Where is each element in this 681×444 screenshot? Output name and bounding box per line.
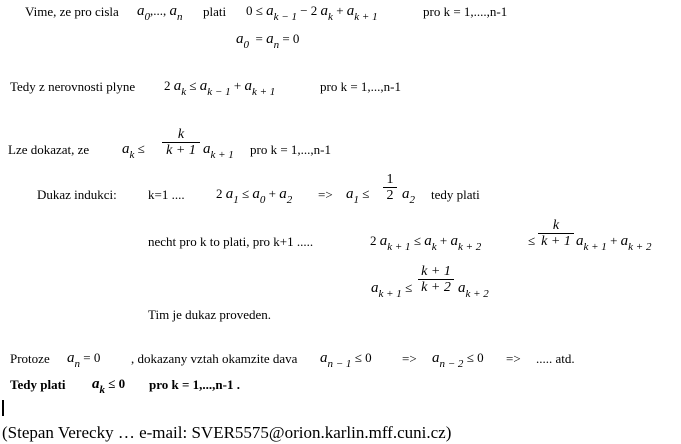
boundary-value: = 0 xyxy=(282,31,300,46)
claim-intro: Lze dokazat, ze xyxy=(8,142,90,157)
half-fraction: $\frac{1}{2}$ xyxy=(383,173,397,203)
base-result-rhs: $a_2$ xyxy=(402,186,415,206)
base-tedy-text: tedy plati xyxy=(431,187,480,202)
intro-text: Vime, ze pro cisla xyxy=(25,4,119,19)
consequence-range: pro k = 1,...,n-1 xyxy=(320,79,401,94)
plati-text: plati xyxy=(203,4,227,19)
induction-step-text: necht pro k to plati, pro k+1 ..... xyxy=(148,234,314,249)
step-formula: 2 $a_{k + 1} \le a_k + a_{k + 2}$ xyxy=(370,233,482,253)
an-2-formula: $a_{n - 2} \le 0$ xyxy=(432,350,484,370)
base-result-lhs: $a_1$ ≤ xyxy=(346,186,370,206)
final-statement-formula: $a_k \le 0$ xyxy=(92,376,126,396)
induction-base-text: k=1 .... xyxy=(148,187,185,202)
consequence-intro: Tedy z nerovnosti plyne xyxy=(10,79,136,94)
step-rhs: $a_{k + 1} + a_{k + 2}$ xyxy=(576,233,652,253)
inequality-formula: $0 \le a_{k - 1} - 2$ $a_k + a_{k + 1}$ xyxy=(246,3,378,23)
step-le: ≤ xyxy=(528,233,536,248)
proof-done-text: Tim je dukaz proveden. xyxy=(148,307,271,322)
induction-label: Dukaz indukci: xyxy=(37,187,117,202)
final-statement-range: pro k = 1,...,n-1 . xyxy=(149,377,240,392)
an-zero-formula: $a_n = 0$ xyxy=(67,350,101,370)
base-arrow: => xyxy=(318,187,333,202)
claim-fraction: $\frac{k}{k + 1}$ xyxy=(162,128,200,158)
conclusion-arrow-1: => xyxy=(402,351,417,366)
text-cursor xyxy=(2,400,4,416)
claim-rhs: $a_{k + 1}$ xyxy=(203,141,234,161)
conclusion-arrow-2: => xyxy=(506,351,521,366)
step-result-lhs: $a_{k + 1}$ ≤ xyxy=(371,280,413,300)
boundary-formula: $a_0 = a_n = 0$ xyxy=(236,31,300,51)
pro-range-text: pro k = 1,....,n-1 xyxy=(423,4,508,19)
conclusion-dots: ..... atd. xyxy=(536,351,575,366)
base-formula: 2 $a_1 \le a_0 + a_2$ xyxy=(216,186,293,206)
step-fraction: $\frac{k}{k + 1}$ xyxy=(538,219,574,249)
final-relation: ≤ 0 xyxy=(108,376,126,391)
an-1-formula: $a_{n - 1} \le 0$ xyxy=(320,350,372,370)
sequence-expression: $a_0$,..., $a_n$ xyxy=(137,3,183,23)
claim-lhs: $a_k$ ≤ xyxy=(122,141,145,161)
signature: (Stepan Verecky … e-mail: SVER5575@orion.karlin.mff.cuni.cz) xyxy=(2,423,452,442)
an-zero-value: = 0 xyxy=(83,350,101,365)
step-result-fraction: $\frac{k + 1}{k + 2}$ xyxy=(418,265,454,295)
claim-range: pro k = 1,...,n-1 xyxy=(250,142,331,157)
final-statement-prefix: Tedy plati xyxy=(10,377,66,392)
protoze-text: Protoze xyxy=(10,351,50,366)
step-result-rhs: $a_{k + 2}$ xyxy=(458,280,489,300)
consequence-formula: 2 $a_k \le a_{k - 1} + a_{k + 1}$ xyxy=(164,78,276,98)
conclusion-rest-text: , dokazany vztah okamzite dava xyxy=(131,351,298,366)
